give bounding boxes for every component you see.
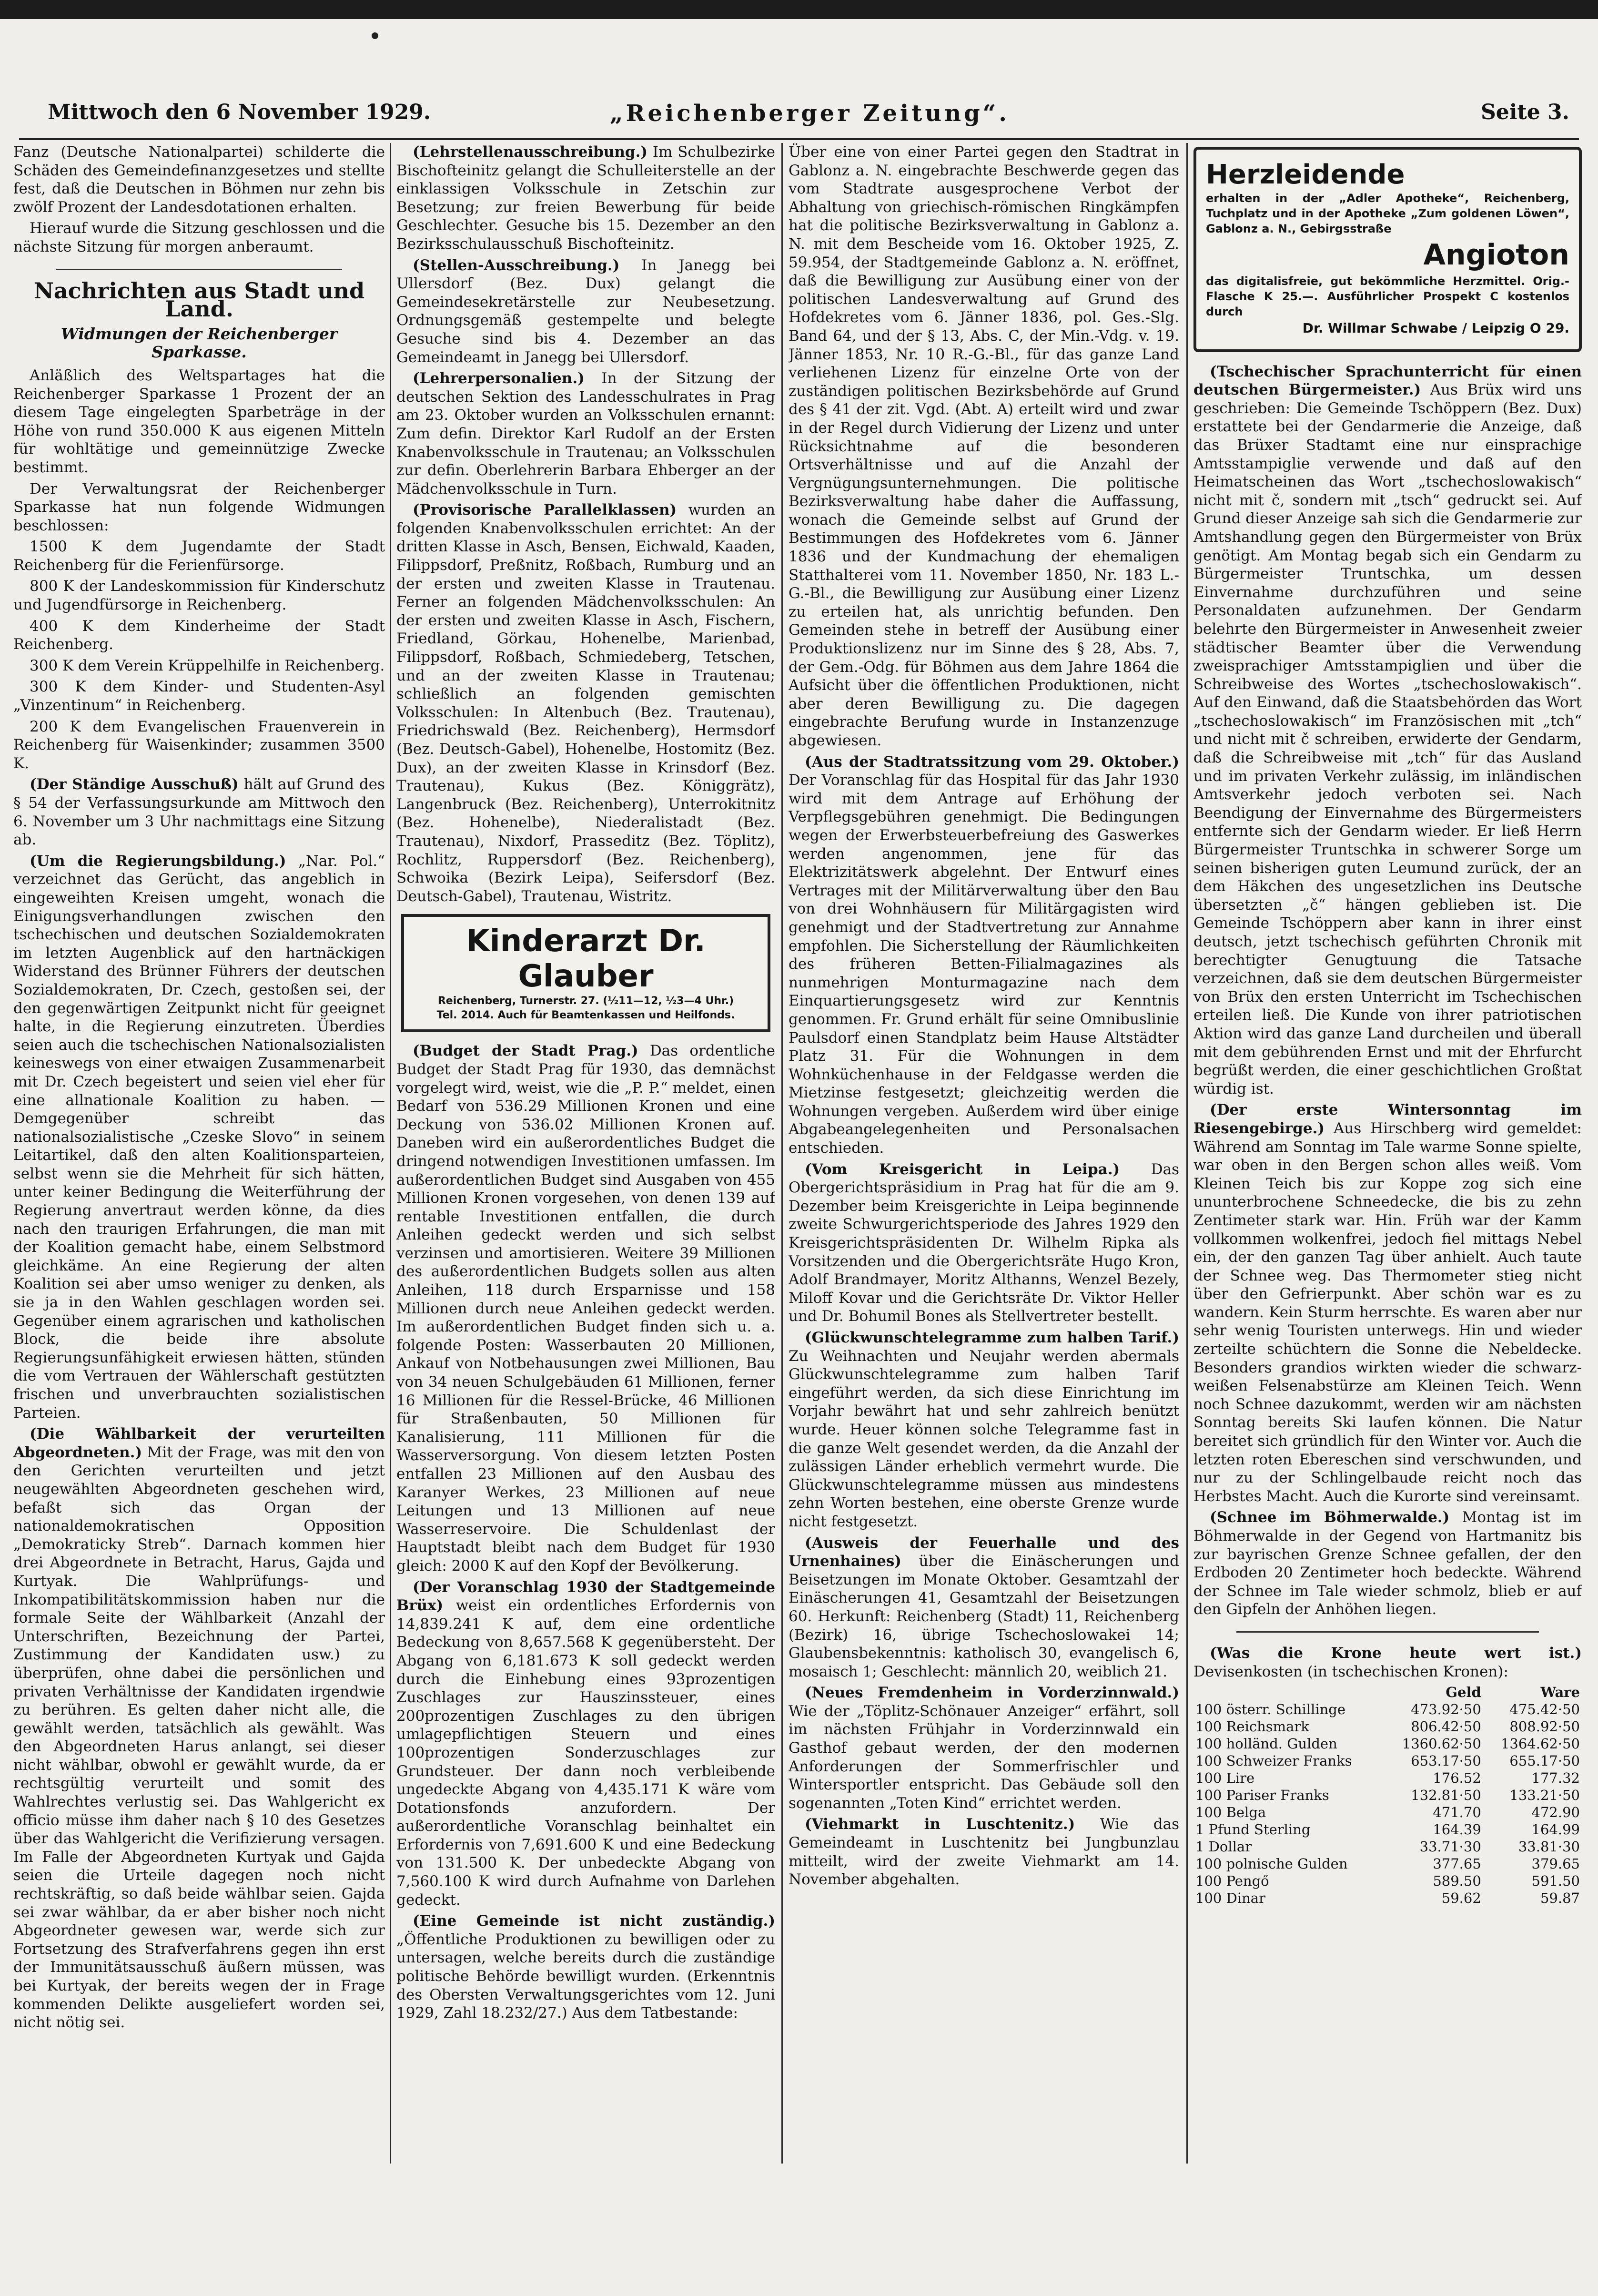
ad-product-name: Angioton [1423, 238, 1569, 272]
article-text: 1500 K dem Jugendamte der Stadt Reichenberg für die Ferienfürsorge. [13, 538, 385, 574]
table-row [1193, 1752, 1582, 1769]
article [13, 775, 385, 849]
geld-cell: 132.81·50 [1411, 1787, 1481, 1804]
section-title: Nachrichten aus Stadt und Land. [33, 277, 365, 322]
currency-cell: 100 holländ. Gulden [1195, 1736, 1337, 1752]
column-rule [1186, 143, 1188, 2164]
article [1193, 1644, 1582, 1681]
article-headline: (Der Ständige Ausschuß) [30, 776, 239, 793]
header-date: Mittwoch den 6 November 1929. [48, 100, 431, 124]
article-text: Das ordentliche Budget der Stadt Prag für 1930, das demnächst vorgelegt wird, weist, wie die „P. P.“ meldet, einen Bedarf von 536.29 Millionen Kronen und eine Deckung von 536.02 Millionen Kronen auf. Daneben wird ein außerordentliches Budget die dringend notwendigen Investitionen umfassen. Im außerordentlichen Budget sind Ausgaben von 455 Millionen Kronen vorgesehen, von denen 139 auf rentable Investitionen entfallen, die durch Anleihen gedeckt werden und sich selbst verzinsen und amortisieren. Weitere 39 Millionen des außerordentlichen Budgets sollen aus alten Anleihen, 118 durch Ersparnisse und 158 Millionen durch neue Anleihen gedeckt werden. Im außerordentlichen Budget finden sich u. a. folgende Posten: Wasserbauten 20 Millionen, Ankauf von Notbehausungen zwei Millionen, Bau von 34 neuen Schulgebäuden 61 Millionen, ferner 16 Millionen für die Ressel-Brücke, 46 Millionen für Straßenbauten, 50 Millionen für Kanalisierung, 111 Millionen für die Wasserversorgung. Von diesem letzten Posten entfallen 23 Millionen auf den Ausbau des Karanyer Werkes, 23 Millionen auf neue Leitungen und 13 Millionen auf neue Wasserreservoire. Die Schuldenlast der Hauptstadt bleibt nach dem Budget für 1930 gleich: 2000 K auf den Kopf der Bevölkerung. [396, 1042, 775, 1575]
ware-cell: 472.90 [1531, 1804, 1580, 1821]
article-text: 300 K dem Verein Krüppelhilfe in Reichenberg. [30, 657, 385, 674]
article-title: Widmungen der Reichenberger Sparkasse. [61, 324, 338, 362]
column-rule [390, 143, 391, 2164]
table-row [1193, 1769, 1582, 1787]
ad-contact: Tel. 2014. Auch für Beamtenkassen und Heilfonds. [436, 1009, 735, 1022]
table-row [1193, 1821, 1582, 1838]
article-headline: (Ausweis der Feuerhalle und des Urnenhaines) [789, 1534, 1179, 1570]
currency-cell: 1 Dollar [1195, 1839, 1252, 1855]
geld-cell: 176.52 [1433, 1770, 1481, 1787]
page-header [48, 95, 1579, 133]
advertisement-angioton [1193, 147, 1582, 352]
table-row [1193, 1890, 1582, 1907]
article-text: wurden an folgenden Knabenvolksschulen errichtet: An der dritten Klasse in Asch, Bensen, Eichwald, Kaaden, Filippsdorf, Preßnitz, Roßbach, Rumburg und an der ersten und zweiten Klasse in Trautenau. Ferner an folgenden Mädchenvolksschulen: An der ersten und zweiten Klasse in Asch, Fischern, Friedland, Görkau, Hohenelbe, Marienbad, Filippsdorf, Roßbach, Schmiedeberg, Tetschen, und an der zweiten Klasse in Trautenau; schließlich an folgenden gemischten Volksschulen: In Altenbuch (Bez. Trautenau), Friedrichswald (Bez. Reichenberg), Hermsdorf (Bez. Deutsch-Gabel), Hohenelbe, Hostomitz (Bez. Dux), an der zweiten Klasse in Krinsdorf (Bez. Trautenau), Kukus (Bez. Königgrätz), Langenbruck (Bez. Reichenberg), Unterrokitnitz (Bez. Hohenelbe), Niederalistadt (Bez. Trautenau), Nixdorf, Prasseditz (Bez. Töplitz), Rochlitz, Ruppersdorf (Bez. Reichenberg), Schwoika (Bezirk Leipa), Seifersdorf (Bez. Deutsch-Gabel), Trautenau, Wistritz. [396, 501, 775, 905]
article-headline: (Tschechischer Sprachunterricht für einen deutschen Bürgermeister.) [1193, 363, 1582, 399]
article-headline: (Die Wählbarkeit der verurteilten Abgeordneten.) [13, 1425, 385, 1461]
ware-cell: 1364.62·50 [1500, 1736, 1580, 1752]
article-text: Wie das Gemeindeamt in Luschtenitz bei Jungbunzlau mitteilt, wird der zweite Viehmarkt am 14. November abgehalten. [789, 1816, 1179, 1889]
table-row [1193, 1735, 1582, 1752]
article-headline: (Lehrstellenausschreibung.) [413, 143, 648, 161]
article-text: „Nar. Pol.“ verzeichnet das Gerücht, das angeblich in eingeweihten Kreisen umgeht, wonach die Einigungsverhandlungen zwischen den tschechischen und deutschen Sozialdemokraten im letzten Augenblick auf den hartnäckigen Widerstand des Brünner Führers der deutschen Sozialdemokraten, Dr. Czech, gestoßen sei, der den gegenwärtigen Zeitpunkt nicht für geeignet halte, in die Regierung einzutreten. Überdies seien auch die tschechischen Nationalsozialisten keineswegs von einer etwaigen Zusammenarbeit mit Dr. Czech begeistert und seien viel eher für eine allnationale Koalition zu haben. — Demgegenüber schreibt das nationalsozialistische „Czeske Slovo“ in seinem Leitartikel, daß den alten Koalitionsparteien, selbst wenn sie die Mehrheit für sich hätten, unter keiner Bedingung die Weiterführung der Regierung anvertraut werden könne, da dies nach den traurigen Erfahrungen, die man mit der Koalition gemacht habe, einem Selbstmord gleichkäme. An eine Regierung der alten Koalition sei aber umso weniger zu denken, als sie ja in den Wahlen geschlagen worden sei. Gegenüber einem agrarischen und katholischen Block, die beide ihre absolute Regierungsunfähigkeit erwiesen hätten, stünden die vom Vertrauen der Wählerschaft gestützten frischen und unverbrauchten sozialistischen Parteien. [13, 852, 385, 1422]
article-text: Über eine von einer Partei gegen den Stadtrat in Gablonz a. N. eingebrachte Beschwerde gegen das vom Stadtrate ausgesprochene Verbot der Abhaltung von griechisch-römischen Ringkämpfen hat die politische Bezirksverwaltung in Gablonz a. N. mit dem Bescheide vom 16. Oktober 1925, Z. 59.954, der Stadtgemeinde Gablonz a. N. eröffnet, daß die Bewilligung zur Ausübung einer von der politischen Landesverwaltung auf Grund des Hofdekretes vom 6. Jänner 1836, pol. Ges.-Slg. Band 64, und der § 13, Abs. C, der Min.-Vdg. v. 19. Jänner 1853, Nr. 10 R.-G.-Bl., für das ganze Land verliehenen Lizenz für einzelne Orte von der zuständigen politischen Bezirksbehörde auf Grund des § 41 der zit. Vgd. (Abt. A) erteilt wird und zwar in der Regel durch Vidierung der Lizenz und unter Rücksichtnahme auf die besonderen Ortsverhältnisse und auf die Anzahl der Vergnügungsunternehmungen. Die politische Bezirksverwaltung habe daher die Auffassung, wonach die Gemeinde selbst auf Grund der Bestimmungen des Hofdekretes vom 6. Jänner 1836 und der Kundmachung der ehemaligen Statthalterei vom 11. November 1850, Nr. 183 L.-G.-Bl., die Bewilligung zur Ausübung einer Lizenz zu erteilen hat, als unrichtig befunden. Den Gemeinden stehe in betreff der Ausübung einer Produktionslizenz nur im Sinne des § 28, Abs. 7, der Gem.-Odg. für Böhmen aus dem Jahre 1864 die Aufsicht über die öffentlichen Produktionen, nicht aber deren Bewilligung zu. Die dagegen eingebrachte Berufung wurde in Instanzenzuge abgewiesen. [789, 143, 1179, 749]
article [396, 1042, 775, 1575]
article-text: Aus Brüx wird uns geschrieben: Die Gemeinde Tschöppern (Bez. Dux) erstattete bei der Gendarmerie die Anzeige, daß das Brüxer Stadtamt eine nur einsprachige Amtsstampiglie verwende und daß auf den Heimatscheinen das Wort „tschechoslowakisch“ nicht mit č, sondern mit „tsch“ gedruckt sei. Auf Grund dieser Anzeige sah sich die Gendarmerie zur Amtshandlung gegen den Bürgermeister von Brüx genötigt. Am Montag begab sich ein Gendarm zu Bürgermeister Truntschka, um dessen Einvernahme durchzuführen und seine Personaldaten aufzunehmen. Der Gendarm belehrte den Bürgermeister in Anwesenheit zweier städtischer Beamter über die Verwendung zweisprachiger Amtsstampiglien und über die Schreibweise des Wortes „tschechoslowakisch“. Auf den Einwand, daß die Staatsbehörden das Wort „tschechoslowakisch“ im Französischen mit „tch“ und nicht mit č schreiben, erwiderte der Gendarm, daß die Schreibweise mit „tch“ für das Ausland und im privaten Verkehr zulässig, im inländischen Amtsverkehr jedoch verboten sei. Nach Beendigung der Einvernahme des Bürgermeisters entfernte sich der Gendarm wieder. Er ließ Herrn Bürgermeister Truntschka in schwerer Sorge um seinen bisherigen guten Leumund zurück, der an dem Häkchen des ungesetzlichen ins Deutsche übersetzten „č“ hängen geblieben ist. Die Gemeinde Tschöppern aber kann in ihrer einst deutsch, jetzt tschechisch geführten Chronik mit berechtigter Genugtuung die Tatsache verzeichnen, daß sie dem deutschen Bürgermeister von Brüx den ersten Unterricht im Tschechischen erteilen ließ. Die Kunde von ihrer patriotischen Aktion wird das ganze Land durcheilen und überall mit dem gebührenden Ernst und mit der Ehrfurcht begrüßt werden, die einer geschichtlichen Großtat würdig ist. [1193, 381, 1582, 1097]
geld-cell: 377.65 [1433, 1856, 1481, 1872]
advertisement-kinderarzt [401, 914, 770, 1032]
article-text: „Öffentliche Produktionen zu bewilligen oder zu untersagen, welche bereits durch die zuständige politische Behörde bewilligt wurden. (Erkenntnis des Obersten Verwaltungsgerichtes vom 12. Juni 1929, Zahl 18.232/27.) Aus dem Tatbestande: [396, 1930, 775, 2022]
article-text: Wie der „Töplitz-Schönauer Anzeiger“ erfährt, soll im nächsten Frühjahr in Vorderzinnwald ein Gasthof gebaut werden, der den modernen Anforderungen der Sommerfrischler und Wintersportler entspricht. Das Gebäude soll den sogenannten „Toten Kind“ errichtet werden. [789, 1702, 1179, 1812]
article [789, 1815, 1179, 1889]
currency-cell: 100 Pengő [1195, 1873, 1269, 1890]
table-row [1193, 1718, 1582, 1735]
ware-cell: 133.21·50 [1509, 1787, 1580, 1804]
article [396, 1912, 775, 2022]
article-text: Montag ist im Böhmerwalde in der Gegend von Hartmanitz bis zur bayrischen Grenze Schnee gefallen, der den Erdboden 20 Zentimeter hoch bedeckte. Während der Schnee im Tale wieder schmolz, blieb er auf den Gipfeln der Anhöhen liegen. [1193, 1509, 1582, 1618]
article-text: Aus Hirschberg wird gemeldet: Während am Sonntag im Tale warme Sonne spielte, war oben in den Bergen schon alles weiß. Vom Kleinen Teich bis zur Koppe zog sich eine ununterbrochene Schneedecke, die bis zu zehn Zentimeter stark war. Hin. Früh war der Kamm vollkommen wolkenfrei, jedoch fiel mittags Nebel ein, der den ganzen Tag über anhielt. Auch taute der Schnee weg. Das Thermometer stieg nicht über den Gefrierpunkt. Aber schön war es zu wandern. Kein Sturm herrschte. Es waren aber nur sehr wenig Touristen unterwegs. Hin und wieder zerteilte schüchtern die Sonne die Nebeldecke. Besonders grandios wirkten wieder die schwarz-weißen Felsenabstürze am Kleinen Teich. Wenn noch Schnee dazukommt, werden wir am nächsten Sonntag bereits Ski laufen können. Die Natur bereitet sich gründlich für den Winter vor. Auch die letzten roten Ebereschen sind verschwunden, und nur zu der Schlingelbaude reicht noch das Herbstes Macht. Auch die Kurorte sind vereinsamt. [1193, 1119, 1582, 1505]
article-text: 300 K dem Kinder- und Studenten-Asyl „Vinzentinum“ in Reichenberg. [13, 678, 385, 714]
article-text: Das Obergerichtspräsidium in Prag hat für die am 9. Dezember beim Kreisgerichte in Leipa beginnende zweite Schwurgerichtsperiode des Jahres 1929 den Kreisgerichtspräsidenten Dr. Wilhelm Ripka als Vorsitzenden und die Obergerichtsräte Hugo Kron, Adolf Brandmayer, Moritz Althanns, Wenzel Bezely, Miloff Kovar und die Gerichtsräte Dr. Viktor Heller und Dr. Bohumil Bones als Stellvertreter bestellt. [789, 1160, 1179, 1325]
article [1193, 1101, 1582, 1505]
article-text: Devisenkosten (in tschechischen Kronen): [1193, 1663, 1508, 1680]
article-headline: (Neues Fremdenheim in Vorderzinnwald.) [805, 1684, 1179, 1702]
ad-signature: Dr. Willmar Schwabe / Leipzig O 29. [1302, 320, 1569, 336]
geld-cell: 471.70 [1433, 1804, 1481, 1821]
article [789, 753, 1179, 1158]
geld-cell: 473.92·50 [1411, 1701, 1481, 1718]
column-3 [789, 143, 1179, 2164]
article-text: über die Einäscherungen und Beisetzungen im Monate Oktober. Gesamtzahl der Einäscherungen 41, Gesamtzahl der Beisetzungen 60. Herkunft: Reichenberg (Stadt) 11, Reichenberg (Bezirk) 16, übrige Tschechoslowakei 14; Glaubensbekenntnis: katholisch 30, evangelisch 6, mosaisch 1; Geschlecht: männlich 20, weiblich 21. [789, 1553, 1179, 1680]
ware-cell: 33.81·30 [1518, 1839, 1580, 1855]
article-headline: (Was die Krone heute wert ist.) [1210, 1644, 1582, 1662]
article-headline: (Schnee im Böhmerwalde.) [1210, 1509, 1450, 1526]
article-text: Im Schulbezirke Bischofteinitz gelangt die Schulleiterstelle an der einklassigen Volksschule in Zetschin zur Besetzung; zur freien Bewerbung für beide Geschlechter. Gesuche bis 15. Dezember an den Bezirksschulausschuß Bischofteinitz. [396, 143, 775, 253]
article-text: In der Sitzung der deutschen Sektion des Landesschulrates in Prag am 23. Oktober wurden an Volksschulen ernannt: Zum defin. Direktor Karl Rudolf an der Ersten Knabenvolksschule in Trautenau; an Volksschulen zur defin. Oberlehrerin Barbara Ehberger an der Mädchenvolksschule in Turn. [396, 370, 775, 498]
geld-cell: 1360.62·50 [1402, 1736, 1481, 1752]
currency-cell: 100 Reichsmark [1195, 1718, 1309, 1735]
geld-cell: 59.62 [1441, 1890, 1481, 1907]
article [13, 852, 385, 1422]
scan-top-edge [0, 0, 1598, 19]
table-header-cell [1193, 1684, 1385, 1701]
ad-title: Kinderarzt Dr. Glauber [466, 924, 706, 995]
ad-text: erhalten in der „Adler Apotheke“, Reichenberg, Tuchplatz und in der Apotheke „Zum goldenen Löwen“, Gablonz a. N., Gebirgsstraße [1206, 192, 1569, 235]
column-2 [396, 143, 775, 2164]
ware-cell: 591.50 [1531, 1873, 1580, 1890]
table-row [1193, 1787, 1582, 1804]
article [789, 1684, 1179, 1812]
article-text: 800 K der Landeskommission für Kinderschutz und Jugendfürsorge in Reichenberg. [13, 578, 385, 614]
article [789, 1160, 1179, 1326]
header-rule [19, 138, 1579, 140]
article-headline: (Viehmarkt in Luschtenitz.) [805, 1816, 1075, 1833]
table-row [1193, 1855, 1582, 1872]
article-text: 200 K dem Evangelischen Frauenverein in Reichenberg für Waisenkinder; zusammen 3500 K. [13, 718, 385, 772]
ware-cell: 164.99 [1531, 1821, 1580, 1838]
article [396, 501, 775, 905]
article [396, 256, 775, 367]
article-headline: (Der erste Wintersonntag im Riesengebirge.) [1193, 1101, 1582, 1137]
article [1193, 363, 1582, 1098]
table-header-cell: Ware [1540, 1684, 1580, 1701]
scan-punch-hole [372, 32, 378, 39]
ware-cell: 379.65 [1531, 1856, 1580, 1872]
geld-cell: 164.39 [1433, 1821, 1481, 1838]
currency-cell: 100 Schweizer Franks [1195, 1753, 1352, 1769]
ware-cell: 655.17·50 [1509, 1753, 1580, 1769]
geld-cell: 653.17·50 [1411, 1753, 1481, 1769]
article-text: weist ein ordentliches Erfordernis von 14,839.241 K auf, dem eine ordentliche Bedeckung von 8,657.568 K gegenübersteht. Der Abgang von 6,181.673 K soll gedeckt werden durch die Einhebung eines 93prozentigen Zuschlages zur Hauszinssteuer, eines 200prozentigen Zuschlages zu den übrigen umlagepflichtigen Steuern und eines 100prozentigen Sonderzuschlages zur Grundsteuer. Der dann noch verbleibende ungedeckte Abgang von 4,435.171 K wäre vom Dotationsfonds anzufordern. Der außerordentliche Voranschlag beinhaltet ein Erfordernis von 7,691.600 K und eine Bedeckung von 131.500 K. Der unbedeckte Abgang von 7,560.100 K wird durch Aufnahme von Darlehen gedeckt. [396, 1597, 775, 1909]
article-headline: (Der Voranschlag 1930 der Stadtgemeinde Brüx) [396, 1578, 775, 1615]
currency-cell: 100 Dinar [1195, 1890, 1265, 1907]
ad-title: Herzleidende [1206, 159, 1405, 190]
article-text: Fanz (Deutsche Nationalpartei) schilderte die Schäden des Gemeindefinanzgesetzes und stellte fest, daß die Deutschen in Böhmen nur zehn bis zwölf Prozent der Landesdotationen erhalten. [13, 143, 385, 216]
table-row [1193, 1804, 1582, 1821]
column-rule [781, 143, 783, 2164]
article [396, 143, 775, 254]
article [1193, 1508, 1582, 1619]
currency-cell: 100 österr. Schillinge [1195, 1701, 1345, 1718]
section-divider [1236, 1631, 1539, 1633]
article-headline: (Lehrerpersonalien.) [413, 370, 585, 387]
table-header-cell: Geld [1446, 1684, 1481, 1701]
article-text: Mit der Frage, was mit den von den Gerichten verurteilten und jetzt neugewählten Abgeordneten geschehen wird, befaßt sich das Organ der nationaldemokratischen Opposition „Demokraticky Streb“. Darnach kommen hier drei Abgeordnete in Betracht, Harus, Gajda und Kurtyak. Die Wahlprüfungs- und Inkompatibilitätskommission haben nur die formale Seite der Wählbarkeit (Anzahl der Unterschriften, Bezeichnung der Partei, Zustimmung der Kandidaten usw.) zu überprüfen, ohne dabei die persönlichen und privaten Verhältnisse der Kandidaten irgendwie zu berühren. Es gelten daher nicht alle, die gewählt werden, tatsächlich als gewählt. Was den Abgeordneten Harus anlangt, sei dieser nicht wählbar, obwohl er gewählt wurde, da er rechtsgültig verurteilt und somit des Wahlrechtes verlustig sei. Das Wahlgericht ex officio müsse ihm daher nach § 10 des Gesetzes über das Wahlgericht die Verifizierung versagen. Im Falle der Abgeordneten Kurtyak und Gajda seien die Urteile dagegen noch nicht rechtskräftig, so daß beide wählbar seien. Gajda sei zwar wählbar, da er aber bisher noch nicht Abgeordneter gewesen war, werde sich zur Fortsetzung des Strafverfahrens gegen ihn erst der Immunitätsausschuß äußern müssen, was bei Kurtyak, der bereits wegen der in Frage kommenden Delikte ausgeliefert worden sei, nicht nötig sei. [13, 1443, 385, 2032]
exchange-rate-table [1193, 1684, 1582, 1907]
ware-cell: 59.87 [1540, 1890, 1580, 1907]
section-divider [56, 269, 342, 270]
article-text: Der Voranschlag für das Hospital für das Jahr 1930 wird mit dem Antrage auf Erhöhung der Verpflegsgebühren genehmigt. Die Bedingungen wegen der Erwerbsteuerbefreiung des Gaswerkes werden angenommen, jene für das Elektrizitätswerk abgelehnt. Der Entwurf eines Vertrages mit der Militärverwaltung über den Bau von drei Wohnhäusern für Militärgagisten wird genehmigt und der Stadtvertretung zur Annahme empfohlen. Die Sicherstellung der Räumlichkeiten des früheren Betten-Filialmagazines als nunmehrigen Monturmagazine nach dem Einquartierungsgesetz wird zur Kenntnis genommen. Fr. Grund erhält für seine Omnibuslinie Paulsdorf einen Standplatz beim Hause Altstädter Platz 31. Für die Wohnungen in dem Wohnküchenhause in der Feldgasse werden die Mietzinse festgesetzt; gleichzeitig werden die Wohnungen vergeben. Außerdem wird über einige Abgabeangelegenheiten und Personalsachen entschieden. [789, 772, 1179, 1157]
table-row [1193, 1872, 1582, 1890]
ad-description: das digitalisfreie, gut bekömmliche Herzmittel. Orig.-Flasche K 25.—. Ausführlicher Prospekt C kostenlos durch [1206, 274, 1569, 318]
article [13, 1425, 385, 2032]
article-text: In Janegg bei Ullersdorf (Bez. Dux) gelangt die Gemeindesekretärstelle zur Neubesetzung. Ordnungsgemäß gestempelte und belegte Gesuche sind bis 4. Dezember an das Gemeindeamt in Janegg bei Ullersdorf. [396, 256, 775, 366]
article-text: hält auf Grund des § 54 der Verfassungsurkunde am Mittwoch den 6. November um 3 Uhr nachmittags eine Sitzung ab. [13, 776, 385, 849]
geld-cell: 589.50 [1433, 1873, 1481, 1890]
article [789, 1329, 1179, 1531]
article-headline: (Budget der Stadt Prag.) [413, 1042, 638, 1060]
table-row [1193, 1701, 1582, 1718]
column-4 [1193, 143, 1582, 2164]
ware-cell: 808.92·50 [1509, 1718, 1580, 1735]
geld-cell: 806.42·50 [1411, 1718, 1481, 1735]
table-row [1193, 1838, 1582, 1855]
article-headline: (Vom Kreisgericht in Leipa.) [805, 1160, 1120, 1178]
column-1 [13, 143, 385, 2164]
article-text: Zu Weihnachten und Neujahr werden abermals Glückwunschtelegramme zum halben Tarif eingeführt werden, da sich diese Einrichtung im Vorjahr bewährt hat und sehr zahlreich benützt wurde. Heuer können solche Telegramme fast in die ganze Welt gesendet werden, da die Anzahl der zulässigen Länder erheblich vermehrt wurde. Die Glückwunschtelegramme müssen aus mindestens zehn Worten bestehen, eine oberste Grenze wurde nicht festgesetzt. [789, 1347, 1179, 1530]
article-text: Hierauf wurde die Sitzung geschlossen und die nächste Sitzung für morgen anberaumt. [13, 220, 385, 255]
ware-cell: 177.32 [1531, 1770, 1580, 1787]
currency-cell: 100 polnische Gulden [1195, 1856, 1348, 1872]
article-headline: (Aus der Stadtratssitzung vom 29. Oktober.) [805, 753, 1179, 771]
article-text: Der Verwaltungsrat der Reichenberger Sparkasse hat nun folgende Widmungen beschlossen: [13, 480, 385, 534]
article-text: 400 K dem Kinderheime der Stadt Reichenberg. [13, 617, 385, 653]
article-headline: (Stellen-Ausschreibung.) [413, 256, 620, 274]
ad-address: Reichenberg, Turnerstr. 27. (½11—12, ½3—4 Uhr.) [437, 995, 734, 1007]
article [789, 1534, 1179, 1681]
article-text: Anläßlich des Weltspartages hat die Reichenberger Sparkasse 1 Prozent der an diesem Tage eingelegten Sparbeträge in der Höhe von rund 350.000 K aus eigenen Mitteln für wohltätige und gemeinnützige Zwecke bestimmt. [13, 366, 385, 476]
article-headline: (Eine Gemeinde ist nicht zuständig.) [413, 1912, 775, 1930]
article-headline: (Um die Regierungsbildung.) [30, 852, 286, 870]
article [396, 1578, 775, 1910]
article-headline: (Glückwunschtelegramme zum halben Tarif.) [805, 1329, 1179, 1346]
geld-cell: 33.71·30 [1419, 1839, 1481, 1855]
header-page-number: Seite 3. [1480, 100, 1569, 124]
currency-cell: 100 Lire [1195, 1770, 1255, 1787]
header-paper-title: „Reichenberger Zeitung“. [610, 100, 1010, 127]
article [396, 369, 775, 498]
ware-cell: 475.42·50 [1509, 1701, 1580, 1718]
currency-cell: 100 Pariser Franks [1195, 1787, 1329, 1804]
currency-cell: 100 Belga [1195, 1804, 1266, 1821]
table-header-row [1193, 1684, 1582, 1701]
article-headline: (Provisorische Parallelklassen) [413, 501, 677, 519]
currency-cell: 1 Pfund Sterling [1195, 1821, 1311, 1838]
